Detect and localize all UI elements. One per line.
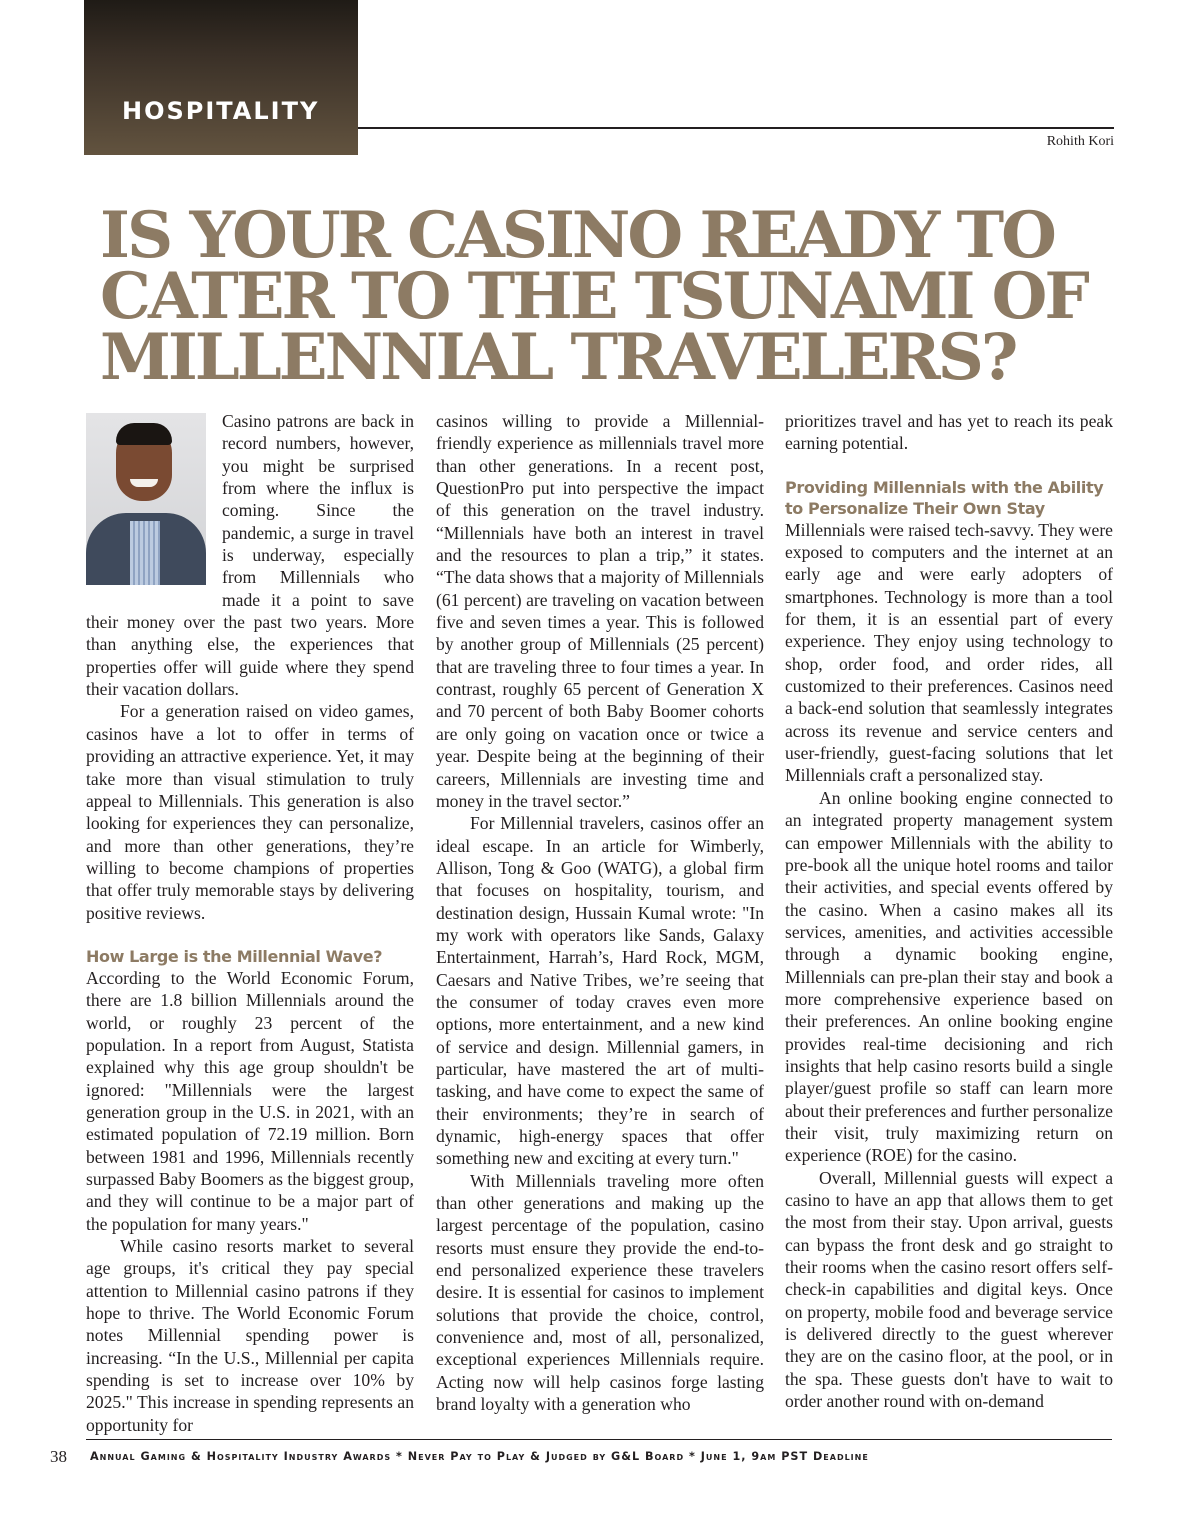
headline-line-3: MILLENNIAL TRAVELERS?: [100, 320, 1016, 395]
paragraph: prioritizes travel and has yet to reach its peak earning potential.: [785, 411, 1113, 454]
paragraph: While casino resorts market to several age groups, it's critical they pay special attention to Millennial casino patrons if they hope to thrive. The World Economic Forum notes Millennial spending power is increasing. “In the U.S., Millennial per capita spending is set to increase over 10% by 2025." This increase in spending represents an opportunity for: [86, 1236, 414, 1435]
paragraph: For a generation raised on video games, casinos have a lot to offer in terms of providing an attractive experience. Yet, it may take more than visual stimulation to truly appeal to Millennials. This generation is also looking for experiences they can personalize, and more than other generations, they’re willing to become champions of properties that offer truly memorable stays by delivering positive reviews.: [86, 701, 414, 923]
article-column-2: [436, 410, 764, 1415]
paragraph: Overall, Millennial guests will expect a casino to have an app that allows them to get the most from their stay. Upon arrival, guests can bypass the front desk and go straight to their rooms when the casino resort offers self-check-in capabilities and digital keys. Once on property, mobile food and beverage service is delivered directly to the guest wherever they are on the casino floor, at the pool, or in the spa. These guests don't have to wait to order another round with on-demand: [785, 1167, 1113, 1412]
paragraph: Casino patrons are back in record numbers, however, you might be surprised from where the influx is coming. Since the pandemic, a surge in travel is underway, especially from Millennials who made it a point to save their money over the past two years. More than anything else, the experiences that properties offer will guide where they spend their vacation dollars.: [86, 411, 414, 700]
section-tab: [84, 0, 358, 155]
footer-rule: [86, 1439, 1112, 1440]
headline-line-1: IS YOUR CASINO READY TO: [100, 198, 1054, 273]
headline-line-2: CATER TO THE TSUNAMI OF: [100, 259, 1087, 334]
page-number: 38: [50, 1447, 67, 1466]
article-column-1: [86, 410, 414, 1436]
paragraph: With Millennials traveling more often than other generations and making up the largest percentage of the population, casino resorts must ensure they provide the end-to-end personalized experience these travelers desire. It is essential for casinos to implement solutions that provide the choice, control, convenience and, most of all, personalized, exceptional experiences Millennials require. Acting now will help casinos forge lasting brand loyalty with a generation who: [436, 1170, 764, 1415]
subheading: Providing Millennials with the Ability to Personalize Their Own Stay: [785, 477, 1104, 518]
article-headline: [100, 198, 1110, 395]
paragraph: For Millennial travelers, casinos offer an ideal escape. In an article for Wimberly, Allison, Tong & Goo (WATG), a global firm that focuses on hospitality, tourism, and destination design, Hussain Kumal wrote: "In my work with operators like Sands, Galaxy Entertainment, Harrah’s, Hard Rock, MGM, Caesars and Native Tribes, we’re seeing that the consumer of today craves even more options, more entertainment, and a new kind of service and design. Millennial gamers, in particular, have mastered the art of multi-tasking, and have come to expect the same of their environments; they’re in search of dynamic, high-energy spaces that offer something new and exciting at every turn.": [436, 813, 764, 1169]
article-column-3: [785, 410, 1113, 1412]
paragraph: casinos willing to provide a Millennial-friendly experience as millennials travel more than other generations. In a recent post, QuestionPro put into perspective the impact of this generation on the travel industry. “Millennials have both an interest in travel and the resources to plan a trip,” it states. “The data shows that a majority of Millennials (61 percent) are traveling on vacation between five and seven times a year. This is followed by another group of Millennials (25 percent) that are traveling three to four times a year. In contrast, roughly 65 percent of Generation X and 70 percent of both Baby Boomer cohorts are only going on vacation once or twice a year. Despite being at the beginning of their careers, Millennials are investing time and money in the travel sector.”: [436, 411, 764, 811]
paragraph: According to the World Economic Forum, there are 1.8 billion Millennials around the world, or roughly 23 percent of the population. In a report from August, Statista explained why this age group shouldn't be ignored: "Millennials were the largest generation group in the U.S. in 2021, with an estimated population of 72.19 million. Born between 1981 and 1996, Millennials recently surpassed Baby Boomers as the biggest group, and they will continue to be a major part of the population for many years.": [86, 967, 414, 1234]
author-byline: Rohith Kori: [1046, 134, 1114, 149]
paragraph: Millennials were raised tech-savvy. They were exposed to computers and the internet at an early age and were early adopters of smartphones. Technology is more than a tool for them, it is an essential part of every experience. They enjoy using technology to shop, order food, and order rides, all customized to their preferences. Casinos need a back-end solution that seamlessly integrates across its revenue and service centers and user-friendly, guest-facing solutions that let Millennials craft a personalized stay.: [785, 519, 1113, 786]
section-label: HOSPITALITY: [122, 97, 320, 125]
footer-banner: Annual Gaming & Hospitality Industry Awards * Never Pay to Play & Judged by G&L Board * June 1, 9am PST Deadline: [90, 1450, 869, 1463]
author-photo: [86, 413, 206, 585]
subheading: How Large is the Millennial Wave?: [86, 946, 383, 966]
header-rule: [358, 127, 1114, 129]
paragraph: An online booking engine connected to an integrated property management system can empower Millennials with the ability to pre-book all the unique hotel rooms and tailor their activities, and special events offered by the casino. When a casino makes all its services, amenities, and activities accessible through a dynamic booking engine, Millennials can pre-plan their stay and book a more comprehensive experience based on their preferences. An online booking engine provides real-time decisioning and rich insights that help casino resorts build a single player/guest profile so staff can learn more about their preferences and further personalize their visit, truly maximizing return on experience (ROE) for the casino.: [785, 787, 1113, 1166]
